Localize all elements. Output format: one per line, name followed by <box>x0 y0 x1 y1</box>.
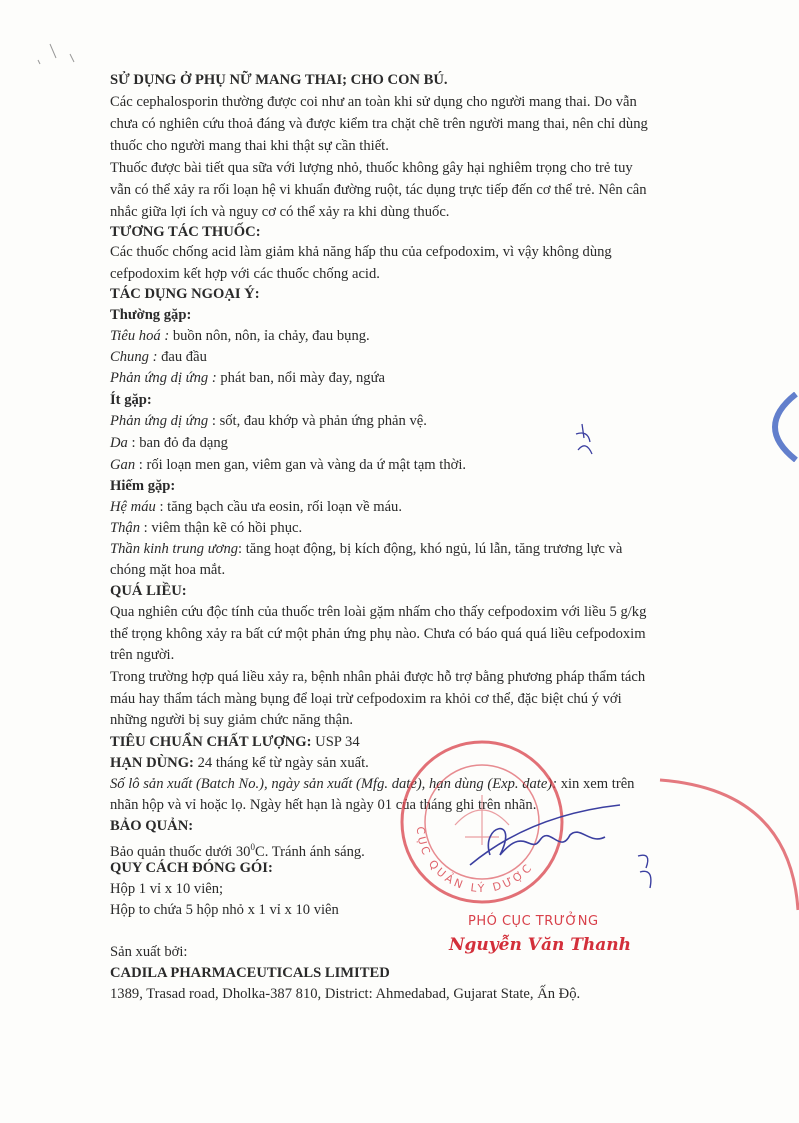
interactions-heading: TƯƠNG TÁC THUỐC: <box>110 224 261 240</box>
storage-heading: BẢO QUẢN: <box>110 818 194 834</box>
paragraph-line: trên người. <box>110 647 175 663</box>
storage-sup: 0 <box>250 842 255 852</box>
paragraph-line: máu hay thẩm tách màng bụng để loại trừ cefpodoxim ra khỏi cơ thể, đặc biệt chú ý với <box>110 691 622 707</box>
item-key: Chung : <box>110 349 158 365</box>
initial-mark <box>632 848 667 893</box>
storage-text-b: C. Tránh ánh sáng. <box>254 843 365 860</box>
item-value: buồn nôn, nôn, ỉa chảy, đau bụng. <box>169 328 370 344</box>
quality-label: TIÊU CHUẨN CHẤT LƯỢNG: <box>110 734 312 750</box>
paragraph-line: chưa có nghiên cứu thoả đáng và được kiểm tra chặt chẽ trên người mang thai, nên chỉ dùng <box>110 116 648 132</box>
overdose-heading: QUÁ LIỀU: <box>110 583 187 599</box>
item-key: Da <box>110 435 128 451</box>
batch-rest: xin xem trên <box>557 776 635 792</box>
item-key: Phản ứng dị ứng : <box>110 370 217 386</box>
storage-text-a: Bảo quản thuốc dưới 30 <box>110 843 251 860</box>
paragraph-line: chóng mặt hoa mắt. <box>110 562 226 578</box>
paragraph-line: Hộp 1 vỉ x 10 viên; <box>110 881 224 897</box>
batch-italic: Số lô sản xuất (Batch No.), ngày sản xuất (Mfg. date), hạn dùng (Exp. date): <box>110 776 558 792</box>
item-key: Gan <box>110 457 136 473</box>
list-item <box>110 326 370 346</box>
packing-heading: QUY CÁCH ĐÓNG GÓI: <box>110 860 273 876</box>
item-value: : ban đỏ đa dạng <box>127 435 228 451</box>
item-key: Tiêu hoá : <box>110 328 170 344</box>
rare-label: Hiếm gặp: <box>110 478 176 494</box>
item-value: : rối loạn men gan, viêm gan và vàng da ứ mật tạm thời. <box>135 457 467 473</box>
list-item <box>110 455 466 475</box>
manufacturer-name: CADILA PHARMACEUTICALS LIMITED <box>110 965 390 981</box>
paragraph-line: Thuốc được bài tiết qua sữa với lượng nhỏ, thuốc không gây hại nghiêm trọng cho trẻ tuy <box>110 160 633 176</box>
item-key: Hệ máu <box>110 499 156 515</box>
signature <box>430 795 630 885</box>
side-effects-heading: TÁC DỤNG NGOẠI Ý: <box>110 286 260 302</box>
list-item <box>110 497 402 517</box>
paragraph-line: vẫn có thể xảy ra rối loạn hệ vi khuẩn đường ruột, tác dụng trực tiếp đến cơ thể trẻ. Nên cân <box>110 182 647 198</box>
paragraph-line: cefpodoxim kết hợp với các thuốc chống acid. <box>110 266 380 282</box>
seal-arc-right <box>640 770 799 920</box>
list-item <box>110 539 622 559</box>
paragraph-line: Các cephalosporin thường được coi như an toàn khi sử dụng cho người mang thai. Do vẫn <box>110 94 637 110</box>
item-value: phát ban, nổi mày đay, ngứa <box>216 370 385 386</box>
side-stamp-mark <box>746 392 799 462</box>
manufacturer-address: 1389, Trasad road, Dholka-387 810, District: Ahmedabad, Gujarat State, Ấn Độ. <box>110 986 581 1002</box>
list-item <box>110 433 228 453</box>
paragraph-line: thể trọng không xảy ra bất cứ một phản ứng phụ nào. Chưa có báo quá quá liều cefpodoxim <box>110 626 646 642</box>
paragraph-line: thuốc cho người mang thai khi thật sự cần thiết. <box>110 138 389 154</box>
item-value: : sốt, đau khớp và phản ứng phản vệ. <box>208 413 427 429</box>
item-value: : tăng hoạt động, bị kích động, khó ngủ, lú lẫn, tăng trương lực và <box>238 541 623 557</box>
item-key: Phản ứng dị ứng <box>110 413 209 429</box>
item-key: Thần kinh trung ương <box>110 541 239 557</box>
list-item <box>110 411 427 431</box>
paragraph-line: Trong trường hợp quá liều xảy ra, bệnh nhân phải được hỗ trợ bằng phương pháp thẩm tách <box>110 669 646 685</box>
common-label: Thường gặp: <box>110 307 192 323</box>
list-item <box>110 347 207 367</box>
scan-speck-mark <box>30 40 80 70</box>
seal-text: CỤC QUẢN LÝ DƯỢC <box>413 826 537 896</box>
paragraph-line: Qua nghiên cứu độc tính của thuốc trên loài gặm nhấm cho thấy cefpodoxim với liều 5 g/kg <box>110 604 647 620</box>
expiry-value: 24 tháng kể từ ngày sản xuất. <box>193 755 369 771</box>
pregnancy-heading: SỬ DỤNG Ở PHỤ NỮ MANG THAI; CHO CON BÚ. <box>110 72 448 88</box>
initial-mark <box>570 420 600 465</box>
paragraph-line: Hộp to chứa 5 hộp nhỏ x 1 vỉ x 10 viên <box>110 902 339 918</box>
paragraph-line: những người bị suy giảm chức năng thận. <box>110 712 354 728</box>
list-item <box>110 368 385 388</box>
expiry-label: HẠN DÙNG: <box>110 755 194 771</box>
quality-value: USP 34 <box>311 734 360 750</box>
quality-standard <box>110 732 360 752</box>
item-value: đau đầu <box>157 349 207 365</box>
deputy-director-name: Nguyễn Văn Thanh <box>449 935 631 955</box>
paragraph-line: Các thuốc chống acid làm giảm khả năng hấp thu của cefpodoxim, vì vậy không dùng <box>110 244 612 260</box>
paragraph-line: nhắc giữa lợi ích và nguy cơ có thể xảy ra khi dùng thuốc. <box>110 204 450 220</box>
paragraph-line: nhãn hộp và vỉ hoặc lọ. Ngày hết hạn là ngày 01 của tháng ghi trên nhãn. <box>110 797 537 813</box>
deputy-director-title: PHÓ CỤC TRƯỞNG <box>468 914 599 929</box>
item-value: : viêm thận kẽ có hồi phục. <box>140 520 303 536</box>
item-value: : tăng bạch cầu ưa eosin, rối loạn về máu. <box>155 499 403 515</box>
manufacturer-label: Sản xuất bởi: <box>110 944 188 960</box>
item-key: Thận <box>110 520 141 536</box>
expiry <box>110 753 369 773</box>
uncommon-label: Ít gặp: <box>110 392 152 408</box>
list-item <box>110 518 302 538</box>
